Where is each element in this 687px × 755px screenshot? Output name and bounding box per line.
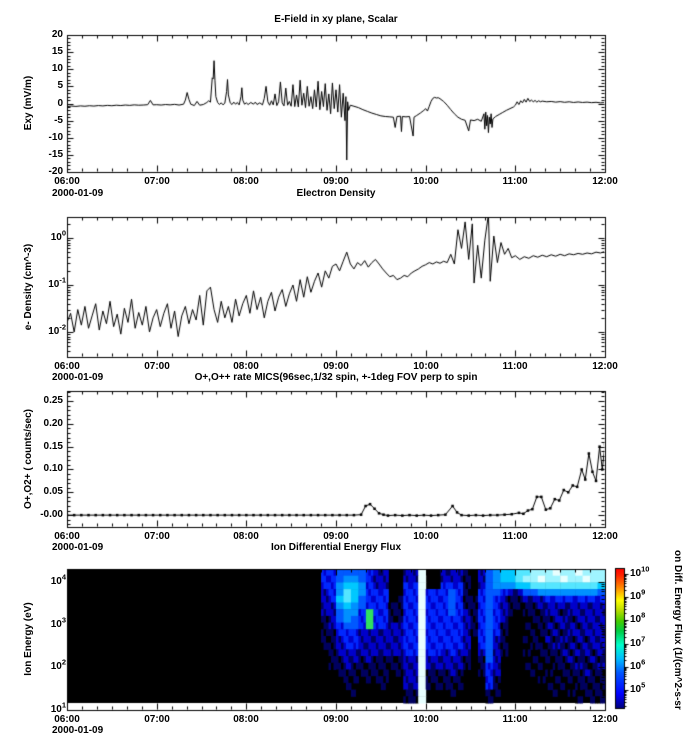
colorbar-tick-label: $10^7$ (630, 634, 646, 649)
panel3-xtick-label: 09:00 (323, 531, 349, 542)
panel4-xtick-label: 09:00 (323, 714, 349, 725)
panel4-xtick-label: 06:00 (54, 714, 80, 725)
panel2-ytick-label: $10^0$ (50, 228, 66, 243)
panel4-xtick-label: 11:00 (502, 714, 528, 725)
panel4-ytick-label: $10^2$ (50, 657, 66, 672)
panel4-ytick-label: $10^3$ (50, 615, 66, 630)
panel4-xtick-label: 07:00 (144, 714, 170, 725)
panel3-xtick-label: 07:00 (144, 531, 170, 542)
panel4-title: Ion Differential Energy Flux (270, 542, 402, 553)
panel1-xtick-label: 09:00 (323, 176, 349, 187)
panel2-ylabel: e- Density (cm^-3) (23, 243, 34, 331)
panel3-xtick-label: 12:00 (592, 531, 618, 542)
panel4-xtick-label: 12:00 (592, 714, 618, 725)
panel1-xtick-label: 12:00 (592, 176, 618, 187)
panel2-xtick-label: 08:00 (233, 361, 259, 372)
panel1-ytick-label: 5 (57, 80, 63, 91)
panel1-ytick-label: -20 (48, 166, 63, 177)
panel3-ytick-label: -0.00 (40, 509, 63, 520)
panel1-xtick-label: 11:00 (502, 176, 528, 187)
panel3-ytick-label: 0.05 (43, 486, 63, 497)
colorbar-tick-label: $10^5$ (630, 680, 646, 695)
panel4-xtick-label: 10:00 (413, 714, 439, 725)
panel1-ytick-label: 20 (51, 29, 63, 40)
panel2-ytick-label: $10^{-2}$ (48, 322, 66, 337)
panel3-xtick-label: 06:00 (54, 531, 80, 542)
panel1-ytick-label: -5 (54, 115, 63, 126)
panel4-xtick-label: 08:00 (233, 714, 259, 725)
panel1-xtick-label: 08:00 (233, 176, 259, 187)
panel1-ytick-label: -15 (48, 149, 63, 160)
colorbar-tick-label: $10^{10}$ (630, 564, 650, 579)
panel2-xtick-label: 07:00 (144, 361, 170, 372)
panel1-xtick-label: 10:00 (413, 176, 439, 187)
panel1-ytick-label: 15 (51, 46, 63, 57)
panel3-ytick-label: 0.25 (43, 395, 63, 406)
panel1-xtick-label: 06:00 (54, 176, 80, 187)
panel3-date: 2000-01-09 (52, 542, 104, 553)
panel4-ytick-label: $10^4$ (50, 572, 66, 587)
colorbar-tick-label: $10^8$ (630, 610, 646, 625)
panel2-date: 2000-01-09 (52, 372, 104, 383)
panel1-ytick-label: 10 (51, 63, 63, 74)
panel3-title: O+,O++ rate MICS(96sec,1/32 spin, +-1deg FOV perp to spin (194, 372, 478, 383)
panel3-ytick-label: 0.20 (43, 418, 63, 429)
panel1-ytick-label: 0 (57, 98, 63, 109)
colorbar-label: on Diff. Energy Flux (1/(cm^2-s-sr (672, 550, 683, 710)
panel4-ytick-label: $10^1$ (50, 700, 66, 715)
panel2-xtick-label: 12:00 (592, 361, 618, 372)
panel2-xtick-label: 09:00 (323, 361, 349, 372)
panel1-xtick-label: 07:00 (144, 176, 170, 187)
panel3-xtick-label: 08:00 (233, 531, 259, 542)
panel4-date: 2000-01-09 (52, 725, 104, 736)
panel2-title: Electron Density (296, 188, 376, 199)
panel1-ytick-label: -10 (48, 132, 63, 143)
panel3-xtick-label: 11:00 (502, 531, 528, 542)
panel3-ytick-label: 0.15 (43, 441, 63, 452)
panel3-ylabel: O+,O2+ ( counts/sec) (23, 408, 34, 510)
panel1-title: E-Field in xy plane, Scalar (274, 14, 398, 25)
panel2-xtick-label: 11:00 (502, 361, 528, 372)
panel1-ylabel: Exy (mV/m) (23, 75, 34, 131)
panel1-date: 2000-01-09 (52, 188, 104, 199)
colorbar-tick-label: $10^6$ (630, 657, 646, 672)
panel2-xtick-label: 10:00 (413, 361, 439, 372)
panel3-xtick-label: 10:00 (413, 531, 439, 542)
panel2-xtick-label: 06:00 (54, 361, 80, 372)
colorbar-tick-label: $10^9$ (630, 587, 646, 602)
panel2-ytick-label: $10^{-1}$ (48, 275, 66, 290)
panel3-ytick-label: 0.10 (43, 463, 63, 474)
panel4-ylabel: Ion Energy (eV) (23, 602, 34, 676)
